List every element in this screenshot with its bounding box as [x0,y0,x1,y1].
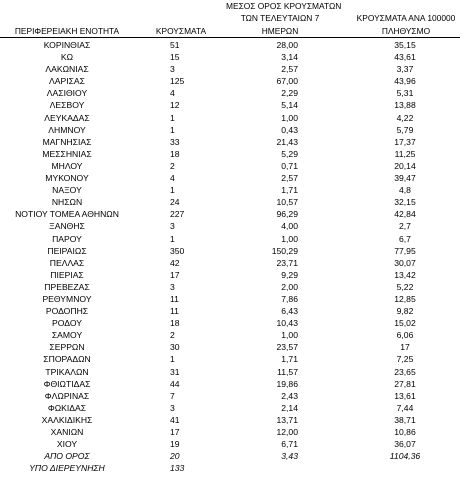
cell-cases: 7 [170,390,175,401]
cell-cases: 42 [170,257,180,268]
table-row [0,317,468,329]
cell-region: ΞΑΝΘΗΣ [49,221,85,232]
cell-per100k: 43,96 [394,76,416,87]
cell-region: ΦΘΙΩΤΙΔΑΣ [43,378,91,389]
cell-region: ΚΩ [60,52,74,63]
cell-per100k: 38,71 [394,414,416,425]
table-row [0,414,468,426]
cell-region: ΥΠΟ ΔΙΕΡΕΥΝΗΣΗ [29,463,105,474]
cell-region: ΝΟΤΙΟΥ ΤΟΜΕΑ ΑΘΗΝΩΝ [15,209,119,220]
table-row [0,366,468,378]
cell-avg: 9,29 [281,269,298,280]
cell-region: ΠΕΙΡΑΙΩΣ [47,245,87,256]
cell-avg: 2,57 [281,64,298,75]
cell-avg: 23,57 [276,342,298,353]
cell-avg: 150,29 [271,245,298,256]
table-row [0,341,468,353]
table-row [0,438,468,450]
cell-avg: 6,71 [281,439,298,450]
cell-avg: 96,29 [276,209,298,220]
cell-per100k: 17 [400,342,410,353]
cell-per100k: 3,37 [396,64,414,75]
cell-cases: 3 [170,402,175,413]
header-divider [0,37,460,38]
cell-region: ΑΠΟ ΟΡΟΣ [44,451,90,462]
cell-region: ΦΛΩΡΙΝΑΣ [44,390,90,401]
table-row [0,245,468,257]
cell-per100k: 39,47 [394,173,416,184]
cell-region: ΜΗΛΟΥ [51,160,83,171]
cell-cases: 1 [170,185,175,196]
cell-region: ΛΑΚΩΝΙΑΣ [45,64,89,75]
table-row [0,112,468,124]
cell-avg: 3,14 [281,52,298,63]
cell-region: ΣΕΡΡΩΝ [49,342,85,353]
cell-region: ΡΕΘΥΜΝΟΥ [42,293,92,304]
cell-avg: 23,71 [276,257,298,268]
table-row [0,220,468,232]
cell-avg: 28,00 [276,40,298,50]
cell-avg: 2,43 [281,390,298,401]
cell-per100k: 27,81 [394,378,416,389]
cell-cases: 30 [170,342,180,353]
cell-cases: 2 [170,160,175,171]
cell-per100k: 35,15 [394,40,416,50]
header-cases: ΚΡΟΥΣΜΑΤΑ [155,26,207,36]
cell-avg: 6,43 [281,306,298,317]
cell-per100k: 17,37 [394,136,416,147]
cell-avg: 2,00 [281,281,298,292]
cell-avg: 67,00 [276,76,298,87]
cell-cases: 17 [170,427,180,437]
header-per100k-line2: ΠΛΗΘΥΣΜΟ [381,26,431,36]
header-per100k-line1: ΚΡΟΥΣΜΑΤΑ ΑΝΑ 100000 [356,13,456,23]
cell-avg: 19,86 [276,378,298,389]
cell-avg: 5,29 [281,148,298,159]
cell-region: ΜΑΓΝΗΣΙΑΣ [42,136,92,147]
cell-avg: 3,43 [281,451,298,462]
cell-cases: 19 [170,439,180,450]
cell-avg: 0,43 [281,124,298,135]
table-row [0,39,468,51]
cell-region: ΜΥΚΟΝΟΥ [45,173,89,184]
cell-cases: 17 [170,269,180,280]
cell-per100k: 43,61 [394,52,416,63]
cell-per100k: 13,42 [394,269,416,280]
table-row [0,51,468,63]
cell-per100k: 2,7 [399,221,411,232]
cell-avg: 1,00 [281,112,298,123]
cell-avg: 4,00 [281,221,298,232]
table-row [0,160,468,172]
cell-per100k: 5,22 [396,281,414,292]
table-row [0,208,468,220]
cell-region: ΣΑΜΟΥ [51,330,83,341]
cell-region: ΡΟΔΟΥ [52,318,82,329]
cell-avg: 2,57 [281,173,298,184]
header-region: ΠΕΡΙΦΕΡΕΙΑΚΗ ΕΝΟΤΗΤΑ [14,26,120,36]
cell-cases: 24 [170,197,180,208]
cell-per100k: 30,07 [394,257,416,268]
header-avg-line1: ΜΕΣΟΣ ΟΡΟΣ ΚΡΟΥΣΜΑΤΩΝ [226,1,342,11]
cell-per100k: 32,15 [394,197,416,208]
table-row [0,426,468,438]
cell-region: ΛΕΣΒΟΥ [49,100,85,111]
cell-cases: 4 [170,173,175,184]
table-row [0,196,468,208]
table-row [0,87,468,99]
cell-per100k: 42,84 [394,209,416,220]
cell-cases: 1 [170,112,175,123]
cell-per100k: 20,14 [394,160,416,171]
cell-cases: 3 [170,221,175,232]
cell-region: ΠΡΕΒΕΖΑΣ [44,281,90,292]
cell-region: ΛΑΡΙΣΑΣ [49,76,85,87]
cell-per100k: 36,07 [394,439,416,450]
cell-avg: 1,00 [281,330,298,341]
cell-region: ΝΗΣΩΝ [51,197,83,208]
cell-cases: 18 [170,318,180,329]
table-body [0,39,468,474]
table-row [0,75,468,87]
cell-region: ΜΕΣΣΗΝΙΑΣ [42,148,92,159]
cell-per100k: 1104,36 [389,451,421,462]
cell-cases: 20 [170,451,180,462]
table-row [0,99,468,111]
cell-region: ΠΑΡΟΥ [52,233,82,244]
table-row [0,353,468,365]
cell-per100k: 7,44 [396,402,414,413]
table-row [0,124,468,136]
cell-avg: 12,00 [276,427,298,437]
table-row [0,269,468,281]
cell-cases: 51 [170,40,180,50]
cell-per100k: 23,65 [394,366,416,377]
header-avg-line3: ΗΜΕΡΩΝ [261,26,299,36]
cell-region: ΡΟΔΟΠΗΣ [45,306,89,317]
table-row [0,233,468,245]
table-row [0,184,468,196]
cell-per100k: 5,31 [396,88,414,99]
cell-cases: 33 [170,136,180,147]
cell-per100k: 6,06 [396,330,414,341]
cell-region: ΛΕΥΚΑΔΑΣ [44,112,90,123]
cell-avg: 1,71 [281,354,298,365]
cell-region: ΧΑΛΚΙΔΙΚΗΣ [41,414,93,425]
cell-per100k: 15,02 [394,318,416,329]
cell-cases: 18 [170,148,180,159]
cell-cases: 2 [170,330,175,341]
cell-avg: 7,86 [281,293,298,304]
cell-avg: 10,43 [276,318,298,329]
cell-per100k: 12,85 [394,293,416,304]
cell-cases: 11 [170,306,179,317]
cell-region: ΠΕΛΛΑΣ [49,257,85,268]
cell-cases: 11 [170,293,179,304]
cell-cases: 3 [170,64,175,75]
cell-per100k: 4,22 [396,112,414,123]
cell-avg: 13,71 [276,414,298,425]
cell-region: ΠΙΕΡΙΑΣ [50,269,84,280]
cell-cases: 1 [170,124,175,135]
table-row [0,293,468,305]
table-row [0,329,468,341]
cell-per100k: 10,86 [394,427,416,437]
cell-avg: 21,43 [276,136,298,147]
table-row [0,450,468,462]
cell-per100k: 9,82 [396,306,414,317]
cell-avg: 11,57 [277,366,298,377]
table-row [0,257,468,269]
table-row [0,136,468,148]
cell-per100k: 13,88 [394,100,416,111]
cell-cases: 15 [170,52,180,63]
cell-avg: 2,29 [281,88,298,99]
cell-region: ΧΙΟΥ [56,439,78,450]
cell-region: ΚΟΡΙΝΘΙΑΣ [43,40,91,50]
cell-cases: 41 [170,414,180,425]
cell-region: ΧΑΝΙΩΝ [50,427,84,437]
table-row [0,172,468,184]
cell-avg: 2,14 [281,402,298,413]
cell-cases: 12 [170,100,180,111]
cell-avg: 1,00 [281,233,298,244]
cell-per100k: 11,25 [394,148,416,159]
cell-avg: 1,71 [281,185,298,196]
cell-per100k: 7,25 [396,354,414,365]
cell-per100k: 13,61 [394,390,416,401]
cell-cases: 4 [170,88,175,99]
table-row [0,63,468,75]
cell-cases: 133 [170,463,185,474]
cell-region: ΛΗΜΝΟΥ [48,124,86,135]
cell-cases: 44 [170,378,180,389]
table-row [0,281,468,293]
cell-region: ΝΑΞΟΥ [52,185,82,196]
cell-region: ΛΑΣΙΘΙΟΥ [46,88,88,99]
cell-per100k: 77,95 [394,245,416,256]
cell-cases: 125 [170,76,185,87]
cell-avg: 5,14 [281,100,298,111]
table-row [0,148,468,160]
table-row [0,390,468,402]
cell-region: ΣΠΟΡΑΔΩΝ [43,354,91,365]
table-row [0,378,468,390]
cell-avg: 0,71 [281,160,298,171]
header-avg-line2: ΤΩΝ ΤΕΛΕΥΤΑΙΩΝ 7 [240,13,320,23]
cell-per100k: 5,79 [396,124,414,135]
cell-per100k: 6,7 [399,233,411,244]
cell-cases: 350 [170,245,185,256]
cell-cases: 3 [170,281,175,292]
table-row [0,305,468,317]
cell-cases: 1 [170,354,175,365]
cell-region: ΦΩΚΙΔΑΣ [47,402,87,413]
table-row [0,402,468,414]
cell-cases: 31 [170,366,180,377]
table-row [0,462,468,474]
cell-cases: 227 [170,209,185,220]
cell-per100k: 4,8 [399,185,411,196]
cell-cases: 1 [170,233,175,244]
cell-avg: 10,57 [276,197,298,208]
cell-region: ΤΡΙΚΑΛΩΝ [45,366,89,377]
